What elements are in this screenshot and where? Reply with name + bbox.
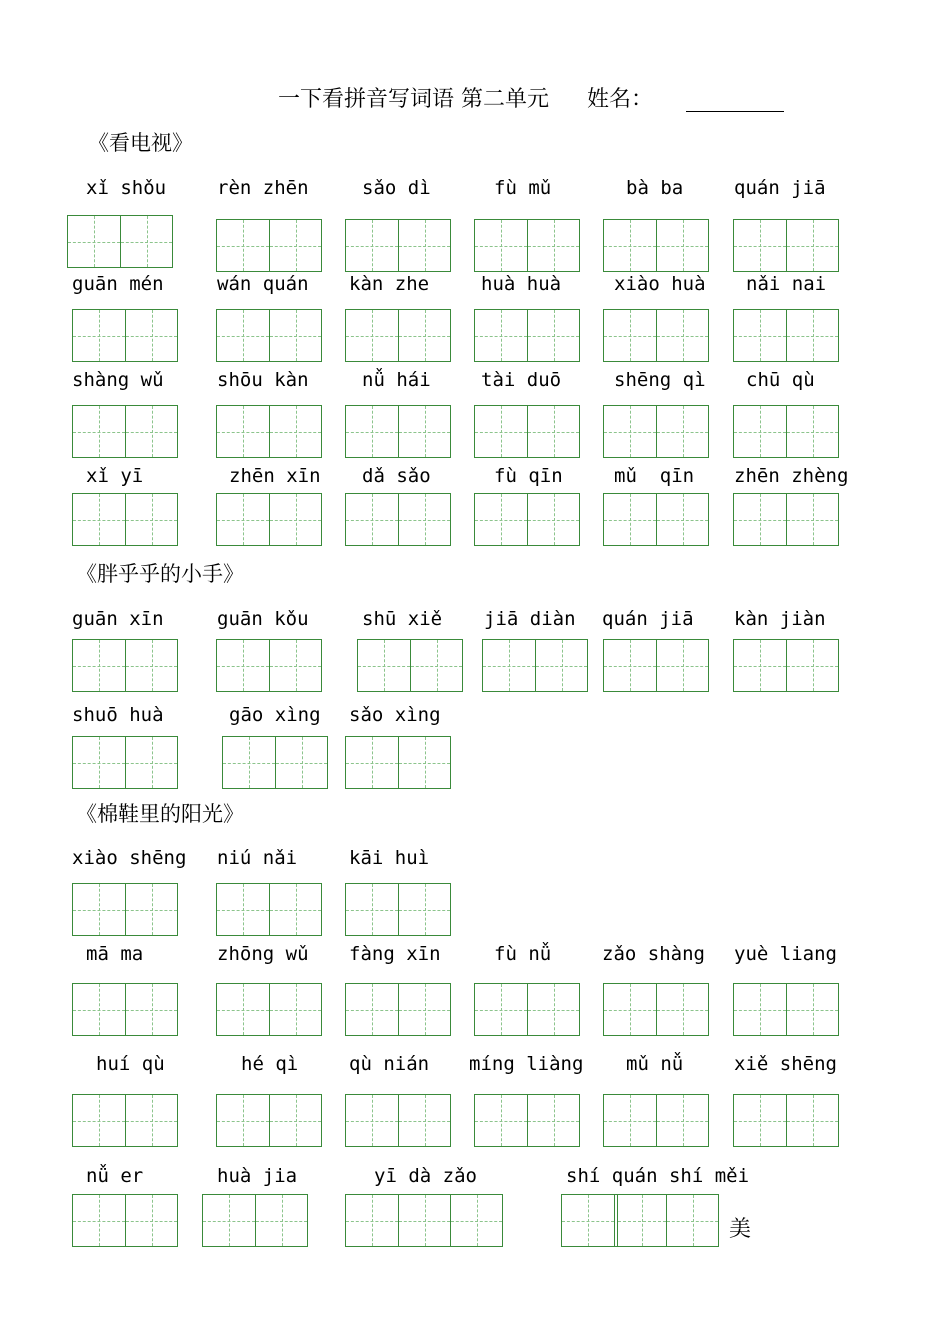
tianzige-cell[interactable] bbox=[410, 640, 462, 691]
writing-grid[interactable] bbox=[222, 736, 328, 789]
section-title-kan-dian-shi: 《看电视》 bbox=[88, 131, 193, 155]
pinyin-label: mǔ nǚ bbox=[626, 1053, 684, 1075]
tianzige-cell[interactable] bbox=[527, 984, 579, 1035]
writing-grid[interactable] bbox=[72, 1194, 178, 1247]
pinyin-label: jiā diàn bbox=[484, 608, 576, 630]
pinyin-label: nǚ hái bbox=[362, 369, 431, 391]
tianzige-cell[interactable] bbox=[604, 220, 656, 271]
tianzige-cell[interactable] bbox=[734, 640, 786, 691]
given-character: 美 bbox=[729, 1217, 752, 1242]
writing-grid[interactable] bbox=[72, 1094, 178, 1147]
tianzige-cell[interactable] bbox=[656, 220, 708, 271]
pinyin-label: chū qù bbox=[746, 369, 815, 391]
tianzige-cell[interactable] bbox=[734, 984, 786, 1035]
tianzige-cell[interactable] bbox=[398, 310, 450, 361]
tianzige-cell[interactable] bbox=[120, 216, 172, 267]
tianzige-cell[interactable] bbox=[398, 406, 450, 457]
pinyin-label: shàng wǔ bbox=[72, 369, 164, 391]
tianzige-cell[interactable] bbox=[125, 884, 177, 935]
pinyin-label: kàn zhe bbox=[349, 273, 430, 295]
writing-grid[interactable] bbox=[216, 983, 322, 1036]
pinyin-label: dǎ sǎo bbox=[362, 465, 431, 487]
tianzige-cell[interactable] bbox=[217, 1095, 269, 1146]
tianzige-cell[interactable] bbox=[656, 1095, 708, 1146]
writing-grid[interactable] bbox=[345, 309, 451, 362]
tianzige-cell[interactable] bbox=[656, 984, 708, 1035]
pinyin-label: tài duō bbox=[481, 369, 562, 391]
pinyin-label: gāo xìng bbox=[229, 704, 321, 726]
pinyin-label: zhēn xīn bbox=[229, 465, 321, 487]
tianzige-cell[interactable] bbox=[73, 640, 125, 691]
writing-grid[interactable] bbox=[72, 883, 178, 936]
tianzige-cell[interactable] bbox=[398, 494, 450, 545]
pinyin-label: xǐ shǒu bbox=[86, 177, 167, 199]
writing-grid[interactable] bbox=[603, 493, 709, 546]
page-title bbox=[278, 82, 653, 113]
tianzige-cell[interactable] bbox=[734, 406, 786, 457]
writing-grid[interactable] bbox=[202, 1194, 308, 1247]
pinyin-label: niú nǎi bbox=[217, 847, 298, 869]
writing-grid[interactable] bbox=[733, 1094, 839, 1147]
writing-grid[interactable] bbox=[733, 983, 839, 1036]
tianzige-cell[interactable] bbox=[656, 640, 708, 691]
tianzige-cell[interactable] bbox=[269, 984, 321, 1035]
pinyin-label: huà jia bbox=[217, 1165, 298, 1187]
tianzige-cell[interactable] bbox=[398, 884, 450, 935]
pinyin-label: xǐ yī bbox=[86, 465, 144, 487]
pinyin-label: kāi huì bbox=[349, 847, 430, 869]
writing-grid[interactable] bbox=[216, 883, 322, 936]
pinyin-label: yuè liang bbox=[734, 943, 837, 965]
tianzige-cell[interactable] bbox=[73, 1195, 125, 1246]
tianzige-cell[interactable] bbox=[656, 406, 708, 457]
tianzige-cell[interactable] bbox=[734, 494, 786, 545]
pinyin-label: shōu kàn bbox=[217, 369, 309, 391]
tianzige-cell[interactable] bbox=[786, 406, 838, 457]
tianzige-cell[interactable] bbox=[217, 406, 269, 457]
tianzige-cell[interactable] bbox=[475, 406, 527, 457]
pinyin-label: quán jiā bbox=[734, 177, 826, 199]
pinyin-label: guān mén bbox=[72, 273, 164, 295]
writing-grid[interactable] bbox=[733, 405, 839, 458]
pinyin-label: huí qù bbox=[96, 1053, 165, 1075]
pinyin-label: shēng qì bbox=[614, 369, 706, 391]
writing-grid[interactable] bbox=[733, 219, 839, 272]
pinyin-label: xiě shēng bbox=[734, 1053, 837, 1075]
tianzige-cell[interactable] bbox=[786, 640, 838, 691]
tianzige-cell[interactable] bbox=[604, 406, 656, 457]
writing-grid[interactable] bbox=[733, 493, 839, 546]
writing-grid[interactable] bbox=[474, 493, 580, 546]
tianzige-cell[interactable] bbox=[346, 737, 398, 788]
pinyin-label: fù qīn bbox=[494, 465, 563, 487]
writing-grid[interactable] bbox=[72, 493, 178, 546]
tianzige-cell[interactable] bbox=[604, 984, 656, 1035]
tianzige-cell[interactable] bbox=[562, 1195, 614, 1246]
pinyin-label: fàng xīn bbox=[349, 943, 441, 965]
tianzige-cell[interactable] bbox=[527, 406, 579, 457]
tianzige-cell[interactable] bbox=[734, 310, 786, 361]
tianzige-cell[interactable] bbox=[656, 310, 708, 361]
tianzige-cell[interactable] bbox=[475, 984, 527, 1035]
tianzige-cell[interactable] bbox=[346, 884, 398, 935]
writing-grid[interactable] bbox=[72, 983, 178, 1036]
writing-grid[interactable] bbox=[216, 219, 322, 272]
tianzige-cell[interactable] bbox=[125, 406, 177, 457]
pinyin-label: quán jiā bbox=[602, 608, 694, 630]
tianzige-cell[interactable] bbox=[217, 640, 269, 691]
pinyin-label: hé qì bbox=[241, 1053, 299, 1075]
tianzige-cell[interactable] bbox=[346, 220, 398, 271]
tianzige-cell[interactable] bbox=[398, 220, 450, 271]
writing-grid[interactable] bbox=[72, 405, 178, 458]
tianzige-cell[interactable] bbox=[346, 984, 398, 1035]
tianzige-cell[interactable] bbox=[73, 737, 125, 788]
tianzige-cell[interactable] bbox=[73, 310, 125, 361]
pinyin-label: mǔ qīn bbox=[614, 465, 695, 487]
writing-grid[interactable] bbox=[561, 1194, 719, 1247]
pinyin-label: kàn jiàn bbox=[734, 608, 826, 630]
writing-grid[interactable] bbox=[345, 883, 451, 936]
writing-grid[interactable] bbox=[603, 983, 709, 1036]
tianzige-cell[interactable] bbox=[398, 1095, 450, 1146]
tianzige-cell[interactable] bbox=[217, 310, 269, 361]
pinyin-label: guān xīn bbox=[72, 608, 164, 630]
tianzige-cell[interactable] bbox=[535, 640, 587, 691]
writing-grid[interactable] bbox=[345, 405, 451, 458]
tianzige-cell[interactable] bbox=[73, 1095, 125, 1146]
pinyin-label: shí quán shí měi bbox=[566, 1165, 750, 1187]
tianzige-cell[interactable] bbox=[398, 737, 450, 788]
writing-grid[interactable] bbox=[474, 983, 580, 1036]
tianzige-cell[interactable] bbox=[483, 640, 535, 691]
writing-grid[interactable] bbox=[216, 405, 322, 458]
tianzige-cell[interactable] bbox=[604, 1095, 656, 1146]
tianzige-cell[interactable] bbox=[73, 406, 125, 457]
pinyin-label: mā ma bbox=[86, 943, 144, 965]
pinyin-label: zǎo shàng bbox=[602, 943, 705, 965]
tianzige-cell[interactable] bbox=[125, 310, 177, 361]
writing-grid[interactable] bbox=[216, 493, 322, 546]
tianzige-cell[interactable] bbox=[217, 884, 269, 935]
pinyin-label: rèn zhēn bbox=[217, 177, 309, 199]
writing-grid[interactable] bbox=[603, 309, 709, 362]
tianzige-cell[interactable] bbox=[786, 1095, 838, 1146]
tianzige-cell[interactable] bbox=[125, 640, 177, 691]
tianzige-cell[interactable] bbox=[269, 884, 321, 935]
tianzige-cell[interactable] bbox=[656, 494, 708, 545]
writing-grid[interactable] bbox=[345, 736, 451, 789]
writing-grid[interactable] bbox=[482, 639, 588, 692]
tianzige-cell[interactable] bbox=[450, 1195, 502, 1246]
pinyin-label: bà ba bbox=[626, 177, 684, 199]
pinyin-label: wán quán bbox=[217, 273, 309, 295]
pinyin-label: nǎi nai bbox=[746, 273, 827, 295]
tianzige-cell[interactable] bbox=[275, 737, 327, 788]
pinyin-label: nǚ er bbox=[86, 1165, 144, 1187]
writing-grid[interactable] bbox=[603, 219, 709, 272]
tianzige-cell[interactable] bbox=[217, 984, 269, 1035]
tianzige-cell[interactable] bbox=[269, 220, 321, 271]
tianzige-cell[interactable] bbox=[269, 310, 321, 361]
writing-grid[interactable] bbox=[216, 309, 322, 362]
pinyin-label: sǎo dì bbox=[362, 177, 431, 199]
tianzige-cell[interactable] bbox=[255, 1195, 307, 1246]
writing-grid[interactable] bbox=[474, 219, 580, 272]
tianzige-cell[interactable] bbox=[475, 310, 527, 361]
pinyin-label: xiào shēng bbox=[72, 847, 187, 869]
worksheet-title: 一下看拼音写词语 第二单元 bbox=[278, 87, 549, 112]
section-title-mian-xie: 《棉鞋里的阳光》 bbox=[76, 802, 244, 826]
tianzige-cell[interactable] bbox=[604, 310, 656, 361]
writing-grid[interactable] bbox=[733, 309, 839, 362]
tianzige-cell[interactable] bbox=[346, 1095, 398, 1146]
tianzige-cell[interactable] bbox=[217, 494, 269, 545]
writing-grid[interactable] bbox=[474, 309, 580, 362]
tianzige-cell[interactable] bbox=[358, 640, 410, 691]
tianzige-cell[interactable] bbox=[475, 1095, 527, 1146]
tianzige-cell[interactable] bbox=[527, 220, 579, 271]
tianzige-cell[interactable] bbox=[125, 984, 177, 1035]
tianzige-cell[interactable] bbox=[475, 494, 527, 545]
pinyin-label: xiào huà bbox=[614, 273, 706, 295]
pinyin-label: fù mǔ bbox=[494, 177, 552, 199]
name-label: 姓名： bbox=[587, 87, 654, 112]
tianzige-cell[interactable] bbox=[786, 984, 838, 1035]
tianzige-cell[interactable] bbox=[527, 310, 579, 361]
tianzige-cell[interactable] bbox=[73, 494, 125, 545]
tianzige-cell[interactable] bbox=[125, 737, 177, 788]
tianzige-cell[interactable] bbox=[125, 1095, 177, 1146]
writing-grid[interactable] bbox=[603, 639, 709, 692]
pinyin-label: yī dà zǎo bbox=[374, 1165, 477, 1187]
writing-grid[interactable] bbox=[345, 219, 451, 272]
pinyin-label: guān kǒu bbox=[217, 608, 309, 630]
writing-grid[interactable] bbox=[345, 1094, 451, 1147]
writing-grid[interactable] bbox=[216, 1094, 322, 1147]
pinyin-label: qù nián bbox=[349, 1053, 430, 1075]
tianzige-cell[interactable] bbox=[346, 1195, 398, 1246]
writing-grid[interactable] bbox=[345, 1194, 503, 1247]
tianzige-cell[interactable] bbox=[73, 884, 125, 935]
pinyin-label: míng liàng bbox=[469, 1053, 584, 1075]
pinyin-label: zhōng wǔ bbox=[217, 943, 309, 965]
writing-grid[interactable] bbox=[72, 309, 178, 362]
pinyin-label: fù nǚ bbox=[494, 943, 552, 965]
tianzige-cell[interactable] bbox=[346, 406, 398, 457]
writing-grid[interactable] bbox=[72, 736, 178, 789]
tianzige-cell[interactable] bbox=[125, 494, 177, 545]
writing-grid[interactable] bbox=[67, 215, 173, 268]
tianzige-cell[interactable] bbox=[604, 494, 656, 545]
pinyin-label: shū xiě bbox=[362, 608, 443, 630]
tianzige-cell[interactable] bbox=[786, 494, 838, 545]
tianzige-cell[interactable] bbox=[398, 984, 450, 1035]
name-blank-line[interactable] bbox=[686, 111, 784, 112]
tianzige-cell[interactable] bbox=[786, 220, 838, 271]
tianzige-cell[interactable] bbox=[666, 1195, 718, 1246]
tianzige-cell[interactable] bbox=[346, 494, 398, 545]
writing-grid[interactable] bbox=[733, 639, 839, 692]
tianzige-cell[interactable] bbox=[604, 640, 656, 691]
writing-grid[interactable] bbox=[345, 493, 451, 546]
tianzige-cell[interactable] bbox=[398, 1195, 450, 1246]
tianzige-cell[interactable] bbox=[475, 220, 527, 271]
writing-grid[interactable] bbox=[474, 1094, 580, 1147]
tianzige-cell[interactable] bbox=[68, 216, 120, 267]
tianzige-cell[interactable] bbox=[734, 220, 786, 271]
tianzige-cell[interactable] bbox=[217, 220, 269, 271]
writing-grid[interactable] bbox=[357, 639, 463, 692]
tianzige-cell[interactable] bbox=[125, 1195, 177, 1246]
tianzige-cell[interactable] bbox=[527, 494, 579, 545]
writing-grid[interactable] bbox=[345, 983, 451, 1036]
tianzige-cell[interactable] bbox=[614, 1195, 666, 1246]
tianzige-cell[interactable] bbox=[786, 310, 838, 361]
pinyin-label: sǎo xìng bbox=[349, 704, 441, 726]
tianzige-cell[interactable] bbox=[223, 737, 275, 788]
writing-grid[interactable] bbox=[474, 405, 580, 458]
tianzige-cell[interactable] bbox=[269, 406, 321, 457]
tianzige-cell[interactable] bbox=[734, 1095, 786, 1146]
tianzige-cell[interactable] bbox=[269, 494, 321, 545]
writing-grid[interactable] bbox=[72, 639, 178, 692]
section-title-pang-hu-hu: 《胖乎乎的小手》 bbox=[76, 562, 244, 586]
pinyin-label: shuō huà bbox=[72, 704, 164, 726]
writing-grid[interactable] bbox=[603, 405, 709, 458]
pinyin-label: zhēn zhèng bbox=[734, 465, 849, 487]
writing-grid[interactable] bbox=[216, 639, 322, 692]
pinyin-label: huà huà bbox=[481, 273, 562, 295]
tianzige-cell[interactable] bbox=[73, 984, 125, 1035]
writing-grid[interactable] bbox=[603, 1094, 709, 1147]
tianzige-cell[interactable] bbox=[269, 640, 321, 691]
tianzige-cell[interactable] bbox=[346, 310, 398, 361]
tianzige-cell[interactable] bbox=[269, 1095, 321, 1146]
tianzige-cell[interactable] bbox=[203, 1195, 255, 1246]
tianzige-cell[interactable] bbox=[527, 1095, 579, 1146]
